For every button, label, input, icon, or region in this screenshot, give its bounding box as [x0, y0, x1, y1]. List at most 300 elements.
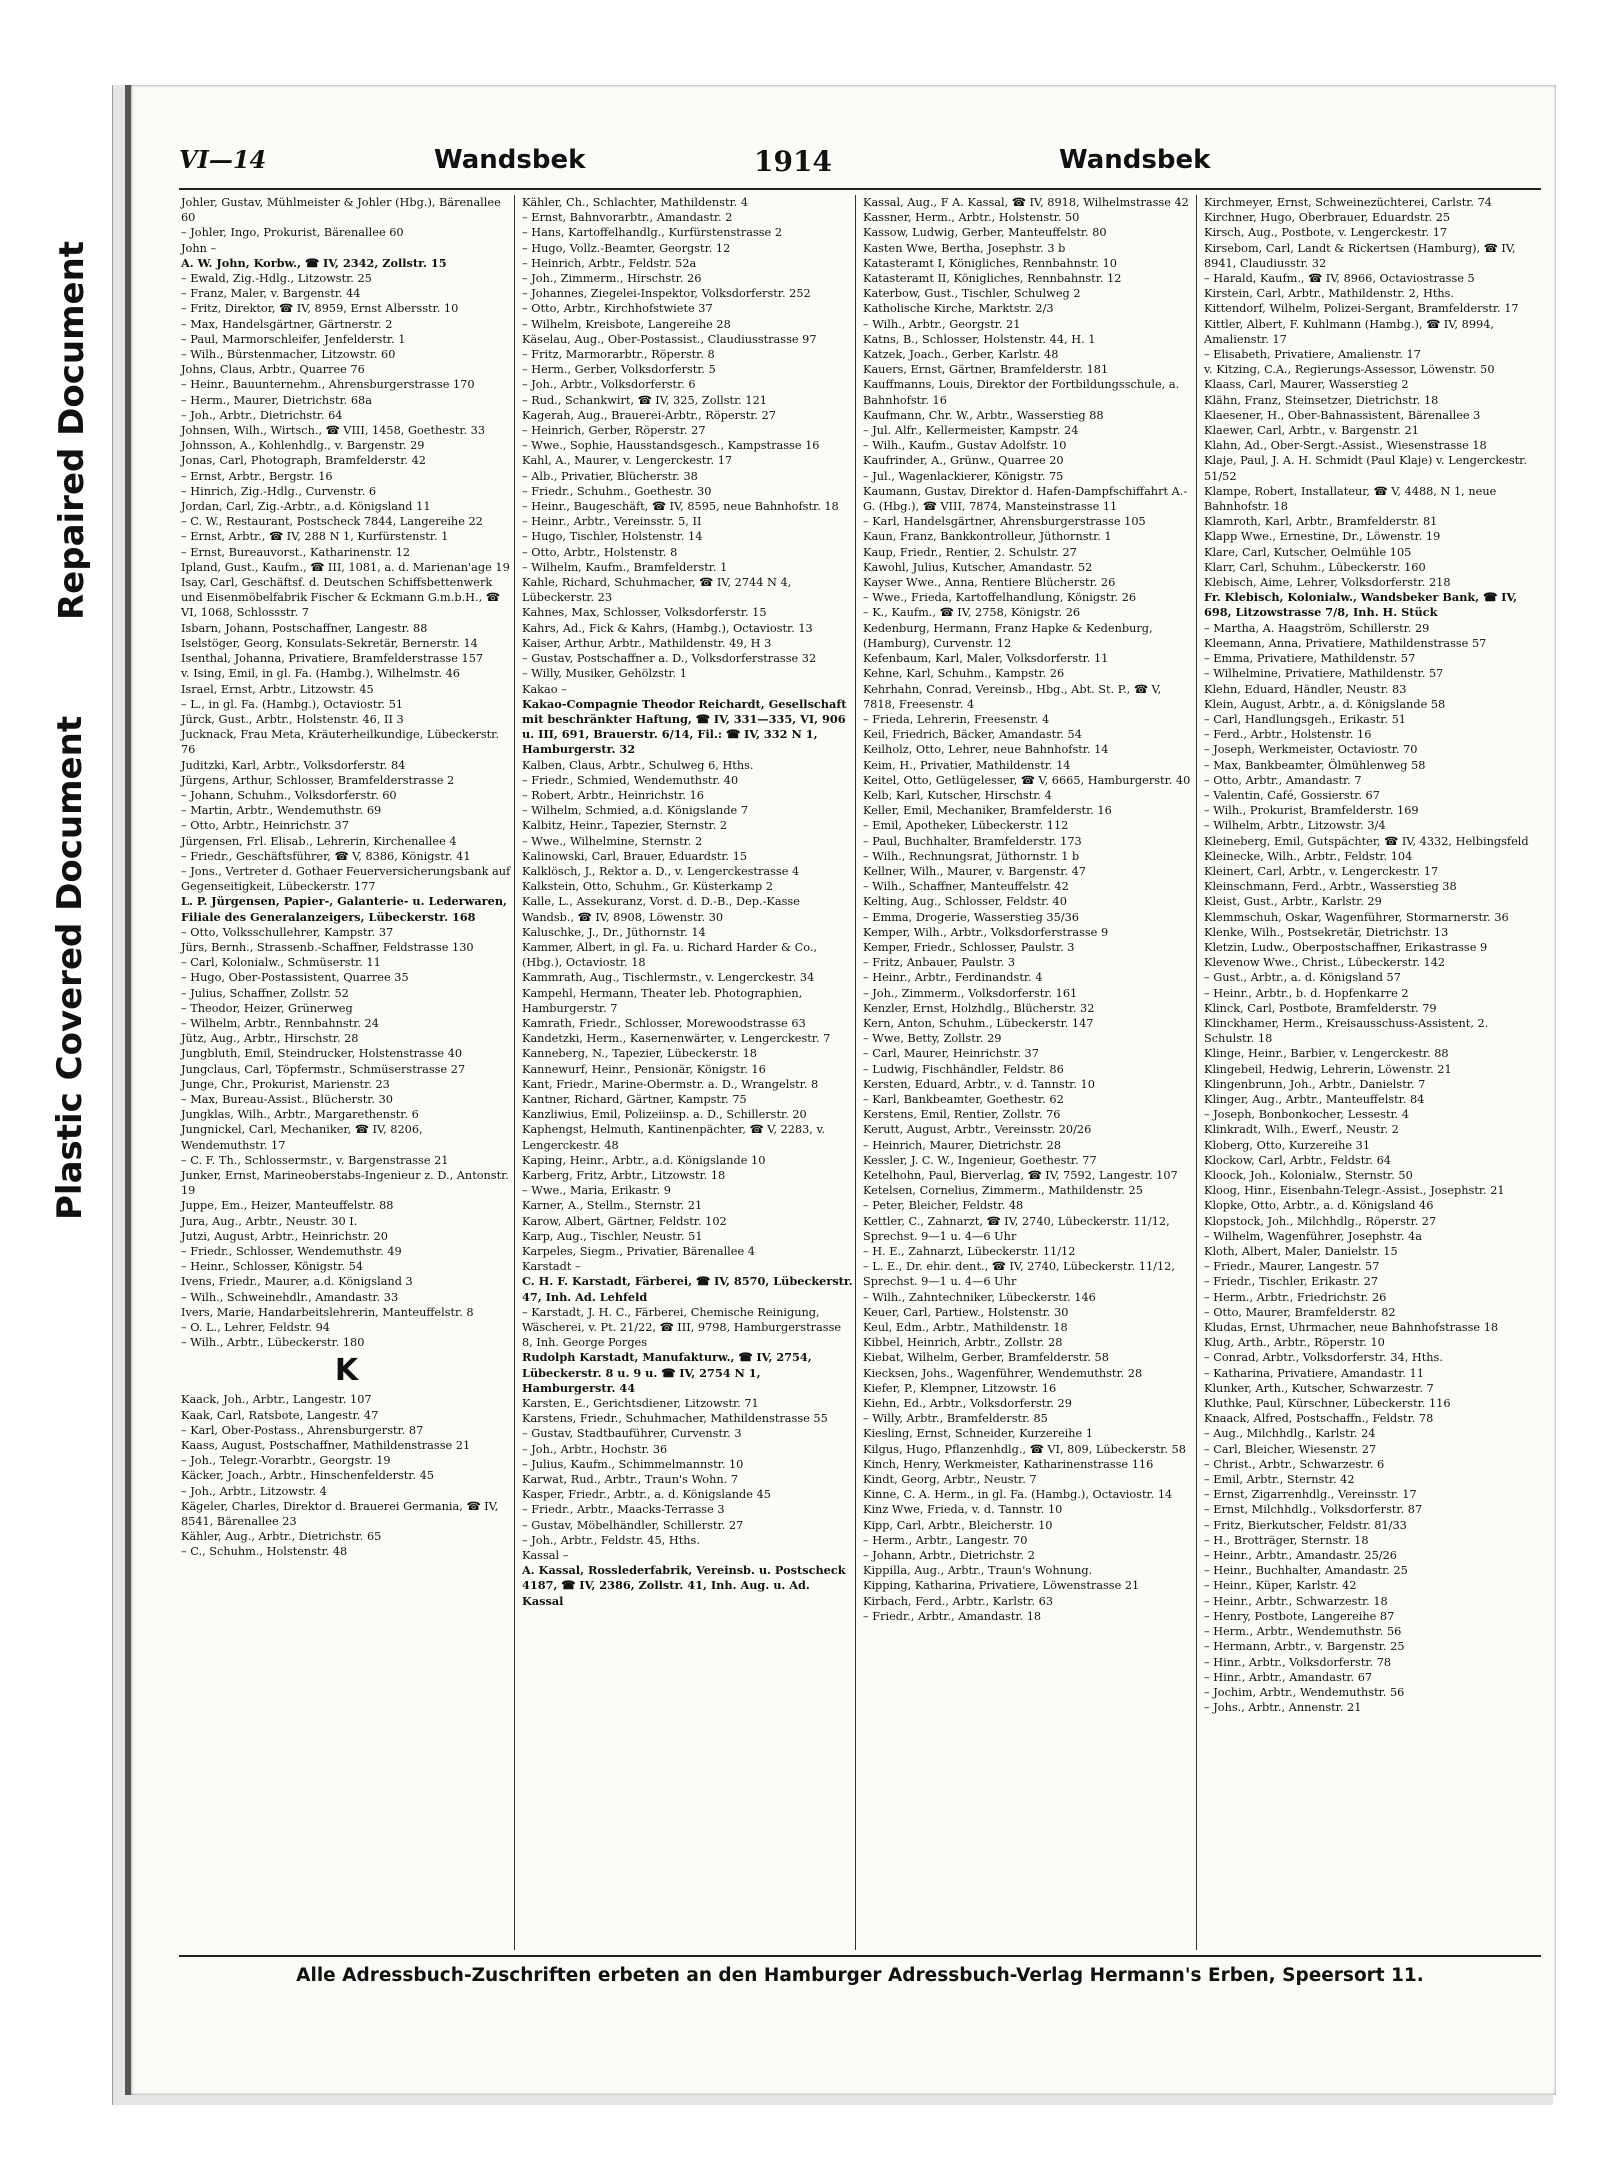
directory-entry: Kemper, Wilh., Arbtr., Volksdorferstrasse 9 — [863, 925, 1109, 939]
directory-entry: Kassner, Herm., Arbtr., Holstenstr. 50 — [863, 211, 1080, 225]
directory-entry: Kloberg, Otto, Kurzereihe 31 — [1204, 1138, 1371, 1152]
directory-entry: Kleinecke, Wilh., Arbtr., Feldstr. 104 — [1204, 849, 1413, 863]
directory-entry: Jordan, Carl, Zig.-Arbtr., a.d. Königsland 11 — [181, 500, 431, 514]
directory-entry: – H. E., Zahnarzt, Lübeckerstr. 11/12 — [863, 1245, 1076, 1259]
directory-entry: Klopke, Otto, Arbtr., a. d. Königsland 46 — [1204, 1199, 1434, 1213]
directory-entry: – Jochim, Arbtr., Wendemuthstr. 56 — [1204, 1685, 1405, 1699]
directory-entry: – Harald, Kaufm., ☎ IV, 8966, Octaviostrasse 5 — [1204, 272, 1475, 286]
directory-entry: – Gust., Arbtr., a. d. Königsland 57 — [1204, 971, 1401, 985]
directory-entry: – Emil, Apotheker, Lübeckerstr. 112 — [863, 819, 1069, 833]
directory-entry: Kammer, Albert, in gl. Fa. u. Richard Harder & Co., (Hbg.), Octaviostr. 18 — [522, 940, 818, 970]
directory-entry: – Otto, Arbtr., Heinrichstr. 37 — [181, 819, 349, 833]
directory-entry: Klingenbrunn, Joh., Arbtr., Danielstr. 7 — [1204, 1077, 1426, 1091]
directory-entry: – Friedr., Arbtr., Amandastr. 18 — [863, 1609, 1042, 1623]
directory-entry: – Hinr., Arbtr., Amandastr. 67 — [1204, 1670, 1373, 1684]
section-letter: K — [334, 1353, 359, 1389]
directory-entry: – Wwe, Betty, Zollstr. 29 — [863, 1032, 1002, 1046]
directory-entry: Kasper, Friedr., Arbtr., a. d. Königslande 45 — [522, 1488, 771, 1502]
directory-entry: Klaesener, H., Ober-Bahnassistent, Bärenallee 3 — [1204, 408, 1481, 422]
directory-entry: – Wilh., Prokurist, Bramfelderstr. 169 — [1204, 804, 1419, 818]
directory-entry: Kagerah, Aug., Brauerei-Arbtr., Röperstr. 27 — [522, 408, 776, 422]
directory-entry: Kampehl, Hermann, Theater leb. Photographien, Hamburgerstr. 7 — [522, 986, 803, 1015]
directory-entry: Kirchmeyer, Ernst, Schweinezüchterei, Carlstr. 74 — [1204, 196, 1492, 209]
directory-entry: Kantner, Richard, Gärtner, Kampstr. 75 — [522, 1092, 747, 1106]
directory-entry: – Ernst, Arbtr., Bergstr. 16 — [181, 469, 333, 483]
directory-column-1 — [179, 195, 515, 1950]
directory-entry: Kirsch, Aug., Postbote, v. Lengerckestr. 17 — [1204, 226, 1448, 240]
directory-entry: Jungnickel, Carl, Mechaniker, ☎ IV, 8206, Wendemuthstr. 17 — [181, 1123, 423, 1152]
directory-entry: Kirbach, Ferd., Arbtr., Karlstr. 63 — [863, 1594, 1054, 1608]
directory-entry: – Karl, Bankbeamter, Goethestr. 62 — [863, 1092, 1064, 1106]
page-header — [179, 145, 1539, 185]
directory-entry: Kannewurf, Heinr., Pensionär, Königstr. 16 — [522, 1062, 766, 1076]
directory-entry: – Friedr., Schlosser, Wendemuthstr. 49 — [181, 1245, 402, 1259]
directory-entry: – Julius, Kaufm., Schimmelmannstr. 10 — [522, 1457, 744, 1471]
directory-entry: Karstens, Friedr., Schuhmacher, Mathildenstrasse 55 — [522, 1412, 828, 1426]
directory-entry: Kaumann, Gustav, Direktor d. Hafen-Dampfschiffahrt A.-G. (Hbg.), ☎ VIII, 7874, Mansteinstrasse 11 — [863, 484, 1188, 514]
directory-entry: Kalkstein, Otto, Schuhm., Gr. Küsterkamp 2 — [522, 880, 773, 894]
directory-entry: – Joseph, Bonbonkocher, Lessestr. 4 — [1204, 1108, 1410, 1122]
directory-entry: Knaack, Alfred, Postschaffn., Feldstr. 78 — [1204, 1412, 1434, 1426]
directory-entry: Kalle, L., Assekuranz, Vorst. d. D.-B., Dep.-Kasse Wandsb., ☎ IV, 8908, Löwenstr. 30 — [522, 895, 800, 924]
directory-column-3 — [861, 195, 1197, 1950]
directory-entry: Klehn, Eduard, Händler, Neustr. 83 — [1204, 682, 1407, 696]
directory-entry: Isenthal, Johanna, Privatiere, Bramfelderstrasse 157 — [181, 652, 484, 666]
directory-entry: Klein, August, Arbtr., a. d. Königslande 58 — [1204, 697, 1446, 711]
directory-entry: Kassow, Ludwig, Gerber, Manteuffelstr. 80 — [863, 226, 1107, 240]
directory-entry: – Max, Handelsgärtner, Gärtnerstr. 2 — [181, 317, 393, 331]
directory-entry: Klampe, Robert, Installateur, ☎ V, 4488, N 1, neue Bahnhofstr. 18 — [1204, 484, 1497, 514]
directory-entry: Karstadt – — [522, 1260, 581, 1274]
directory-entry: Kaufrinder, A., Grünw., Quarree 20 — [863, 454, 1064, 468]
directory-entry: Kiefer, P., Klempner, Litzowstr. 16 — [863, 1381, 1057, 1395]
directory-entry: Klinkradt, Wilh., Ewerf., Neustr. 2 — [1204, 1123, 1399, 1137]
directory-entry: Klinck, Carl, Postbote, Bramfelderstr. 79 — [1204, 1001, 1437, 1015]
directory-entry: Jungclaus, Carl, Töpfermstr., Schmüserstrasse 27 — [181, 1062, 466, 1076]
directory-entry: Kaiser, Arthur, Arbtr., Mathildenstr. 49, H 3 — [522, 636, 772, 650]
directory-entry: Kessler, J. C. W., Ingenieur, Goethestr. 77 — [863, 1153, 1097, 1167]
directory-entry: – Wilhelm, Kreisbote, Langereihe 28 — [522, 317, 731, 331]
directory-entry: – Willy, Arbtr., Bramfelderstr. 85 — [863, 1412, 1048, 1426]
directory-entry: – Otto, Arbtr., Holstenstr. 8 — [522, 545, 678, 559]
directory-entry: Kellner, Wilh., Maurer, v. Bargenstr. 47 — [863, 864, 1086, 878]
directory-entry: Kasten Wwe, Bertha, Josephstr. 3 b — [863, 241, 1066, 255]
directory-entry: Klockow, Carl, Arbtr., Feldstr. 64 — [1204, 1153, 1391, 1167]
directory-entry: Klug, Arth., Arbtr., Röperstr. 10 — [1204, 1336, 1385, 1350]
directory-entry: Kloock, Joh., Kolonialw., Sternstr. 50 — [1204, 1169, 1413, 1182]
directory-entry: Kirsebom, Carl, Landt & Rickertsen (Hamburg), ☎ IV, 8941, Claudiusstr. 32 — [1204, 241, 1516, 270]
directory-entry: Keuer, Carl, Partiew., Holstenstr. 30 — [863, 1305, 1069, 1319]
directory-entry: – Ferd., Arbtr., Holstenstr. 16 — [1204, 728, 1372, 742]
directory-entry: Kern, Anton, Schuhm., Lübeckerstr. 147 — [863, 1016, 1094, 1030]
directory-entry: – Emma, Privatiere, Mathildenstr. 57 — [1204, 652, 1416, 666]
directory-entry: Kelb, Karl, Kutscher, Hirschstr. 4 — [863, 788, 1052, 802]
directory-entry: – Friedr., Schmied, Wendemuthstr. 40 — [522, 773, 739, 787]
directory-entry: – Otto, Maurer, Bramfelderstr. 82 — [1204, 1305, 1396, 1319]
directory-entry: – Herm., Arbtr., Wendemuthstr. 56 — [1204, 1625, 1402, 1639]
directory-entry: – Otto, Arbtr., Kirchhofstwiete 37 — [522, 302, 713, 316]
directory-entry: – Hugo, Ober-Postassistent, Quarree 35 — [181, 971, 409, 985]
directory-entry: – Friedr., Schuhm., Goethestr. 30 — [522, 484, 712, 498]
directory-entry: Kippilla, Aug., Arbtr., Traun's Wohnung. — [863, 1564, 1093, 1578]
directory-entry: – Emma, Drogerie, Wasserstieg 35/36 — [863, 910, 1079, 924]
directory-entry: – Carl, Bleicher, Wiesenstr. 27 — [1204, 1442, 1377, 1456]
footer-rule — [179, 1955, 1541, 1957]
directory-entry: – Fritz, Marmorarbtr., Röperstr. 8 — [522, 348, 715, 362]
directory-entry: Kerutt, August, Arbtr., Vereinsstr. 20/26 — [863, 1123, 1092, 1137]
directory-entry: Kedenburg, Hermann, Franz Hapke & Kedenburg, (Hamburg), Curvenstr. 12 — [863, 621, 1153, 650]
directory-entry: Jucknack, Frau Meta, Kräuterheilkundige, Lübeckerstr. 76 — [181, 728, 499, 757]
directory-entry: Keil, Friedrich, Bäcker, Amandastr. 54 — [863, 728, 1082, 742]
directory-entry: – Friedr., Maurer, Langestr. 57 — [1204, 1260, 1380, 1274]
directory-entry: Kahrs, Ad., Fick & Kahrs, (Hambg.), Octaviostr. 13 — [522, 621, 813, 635]
directory-entry: – Fritz, Anbauer, Paulstr. 3 — [863, 956, 1016, 970]
directory-entry: Klaewer, Carl, Arbtr., v. Bargenstr. 21 — [1204, 424, 1419, 438]
directory-entry: – Rud., Schankwirt, ☎ IV, 325, Zollstr. 121 — [522, 393, 767, 407]
directory-entry: Kaphengst, Helmuth, Kantinenpächter, ☎ V, 2283, v. Lengerckestr. 48 — [522, 1123, 826, 1152]
directory-entry: – Wwe., Wilhelmine, Sternstr. 2 — [522, 834, 703, 848]
header-place-right: Wandsbek — [1059, 145, 1211, 175]
directory-entry: – Wwe., Sophie, Hausstandsgesch., Kampstrasse 16 — [522, 439, 820, 453]
directory-entry: Kawohl, Julius, Kutscher, Amandastr. 52 — [863, 560, 1093, 574]
directory-entry: Ivers, Marie, Handarbeitslehrerin, Manteuffelstr. 8 — [181, 1305, 474, 1319]
directory-entry: – Otto, Arbtr., Amandastr. 7 — [1204, 773, 1362, 787]
header-rule — [179, 188, 1541, 190]
directory-entry: – Heinr., Arbtr., Schwarzestr. 18 — [1204, 1594, 1388, 1608]
directory-entry: v. Kitzing, C.A., Regierungs-Assessor, Löwenstr. 50 — [1204, 363, 1495, 377]
directory-entry: Jürgensen, Frl. Elisab., Lehrerin, Kirchenallee 4 — [181, 834, 457, 848]
directory-entry: Kerstens, Emil, Rentier, Zollstr. 76 — [863, 1108, 1061, 1122]
directory-entry: – Joh., Arbtr., Litzowstr. 4 — [181, 1484, 327, 1498]
directory-entry: Kanneberg, N., Tapezier, Lübeckerstr. 18 — [522, 1047, 757, 1061]
directory-entry: – Heinrich, Arbtr., Feldstr. 52a — [522, 256, 697, 270]
directory-entry: – Robert, Arbtr., Heinrichstr. 16 — [522, 788, 704, 802]
directory-entry: – Joh., Arbtr., Volksdorferstr. 6 — [522, 378, 696, 392]
directory-entry: Isay, Carl, Geschäftsf. d. Deutschen Schiffsbettenwerk und Eisenmöbelfabrik Fischer & Eckmann G.m.b.H., ☎ VI, 1068, Schlossstr. 7 — [181, 576, 500, 620]
directory-entry: – Wilhelm, Kaufm., Bramfelderstr. 1 — [522, 560, 728, 574]
directory-entry: – Frieda, Lehrerin, Freesenstr. 4 — [863, 712, 1050, 726]
directory-entry: Katasteramt II, Königliches, Rennbahnstr. 12 — [863, 272, 1122, 286]
directory-entry: John – — [181, 241, 217, 255]
directory-entry: Klebisch, Aime, Lehrer, Volksdorferstr. 218 — [1204, 576, 1451, 590]
directory-entry: Kleist, Gust., Arbtr., Karlstr. 29 — [1204, 895, 1382, 909]
directory-entry: Kleineberg, Emil, Gutspächter, ☎ IV, 4332, Helbingsfeld — [1204, 834, 1529, 848]
directory-entry: – Franz, Maler, v. Bargenstr. 44 — [181, 287, 361, 301]
directory-entry: – Wilh., Kaufm., Gustav Adolfstr. 10 — [863, 439, 1067, 453]
directory-entry: Kalben, Claus, Arbtr., Schulweg 6, Hths. — [522, 758, 754, 772]
directory-entry: – Jul., Wagenlackierer, Königstr. 75 — [863, 469, 1064, 483]
directory-entry: Kaack, Joh., Arbtr., Langestr. 107 — [181, 1393, 372, 1407]
directory-page — [125, 85, 1556, 2095]
directory-entry: – Wilh., Zahntechniker, Lübeckerstr. 146 — [863, 1290, 1096, 1304]
directory-entry: – Jul. Alfr., Kellermeister, Kampstr. 24 — [863, 424, 1079, 438]
directory-entry: – Katharina, Privatiere, Amandastr. 11 — [1204, 1366, 1424, 1380]
directory-entry: – Heinr., Schlosser, Königstr. 54 — [181, 1260, 364, 1274]
directory-entry: Johnsson, A., Kohlenhdlg., v. Bargenstr. 29 — [181, 439, 425, 453]
directory-entry: – Otto, Volksschullehrer, Kampstr. 37 — [181, 925, 394, 939]
directory-entry: Jungklas, Wilh., Arbtr., Margarethenstr. 6 — [181, 1108, 419, 1122]
directory-entry: Kinz Wwe, Frieda, v. d. Tannstr. 10 — [863, 1503, 1063, 1517]
directory-entry: – Paul, Marmorschleifer, Jenfelderstr. 1 — [181, 332, 406, 346]
directory-entry: – Hinr., Arbtr., Volksdorferstr. 78 — [1204, 1655, 1392, 1669]
directory-column-4 — [1202, 195, 1541, 1950]
directory-entry: – Wilh., Schweinehdlr., Amandastr. 33 — [181, 1290, 399, 1304]
directory-entry: – Ernst, Bureauvorst., Katharinenstr. 12 — [181, 545, 411, 559]
directory-entry: Kägeler, Charles, Direktor d. Brauerei Germania, ☎ IV, 8541, Bärenallee 23 — [181, 1499, 499, 1529]
directory-entry: – C., Schuhm., Holstenstr. 48 — [181, 1545, 348, 1559]
directory-entry: Kaufmann, Chr. W., Arbtr., Wasserstieg 88 — [863, 408, 1104, 422]
directory-entry: Kant, Friedr., Marine-Obermstr. a. D., Wrangelstr. 8 — [522, 1077, 819, 1091]
directory-entry: Kalinowski, Carl, Brauer, Eduardstr. 15 — [522, 849, 748, 863]
directory-entry: Kilgus, Hugo, Pflanzenhdlg., ☎ VI, 809, Lübeckerstr. 58 — [863, 1442, 1186, 1456]
directory-entry: – Heinrich, Gerber, Röperstr. 27 — [522, 424, 706, 438]
directory-entry: v. Ising, Emil, in gl. Fa. (Hambg.), Wilhelmstr. 46 — [181, 667, 460, 681]
directory-entry: – Hugo, Vollz.-Beamter, Georgstr. 12 — [522, 241, 731, 255]
directory-entry: Iselstöger, Georg, Konsulats-Sekretär, Bernerstr. 14 — [181, 636, 478, 650]
directory-entry: Klenke, Wilh., Postsekretär, Dietrichstr. 13 — [1204, 925, 1449, 939]
directory-entry: – L. E., Dr. ehir. dent., ☎ IV, 2740, Lübeckerstr. 11/12, Sprechst. 9—1 u. 4—6 Uhr — [863, 1260, 1175, 1289]
directory-entry: – Herm., Arbtr., Friedrichstr. 26 — [1204, 1290, 1387, 1304]
scanned-sheet — [112, 85, 1553, 2105]
directory-entry: C. H. F. Karstadt, Färberei, ☎ IV, 8570, Lübeckerstr. 47, Inh. Ad. Lehfeld — [522, 1274, 853, 1304]
directory-entry: Fr. Klebisch, Kolonialw., Wandsbeker Bank, ☎ IV, 698, Litzowstrasse 7/8, Inh. H. Stück — [1204, 590, 1518, 620]
directory-entry: – Henry, Postbote, Langereihe 87 — [1204, 1609, 1395, 1623]
directory-entry: – O. L., Lehrer, Feldstr. 94 — [181, 1321, 330, 1335]
directory-entry: Klähn, Franz, Steinsetzer, Dietrichstr. 18 — [1204, 393, 1439, 407]
directory-entry: – Joseph, Werkmeister, Octaviostr. 70 — [1204, 743, 1418, 757]
directory-entry: – Ernst, Arbtr., ☎ IV, 288 N 1, Kurfürstenstr. 1 — [181, 530, 449, 544]
directory-entry: Kenzler, Ernst, Holzhdlg., Blücherstr. 32 — [863, 1001, 1095, 1015]
directory-entry: Kindt, Georg, Arbtr., Neustr. 7 — [863, 1473, 1037, 1487]
directory-entry: Kettler, C., Zahnarzt, ☎ IV, 2740, Lübeckerstr. 11/12, Sprechst. 9—1 u. 4—6 Uhr — [863, 1214, 1170, 1243]
directory-entry: Kassal, Aug., F A. Kassal, ☎ IV, 8918, Wilhelmstrasse 42 — [863, 196, 1189, 209]
directory-entry: Isbarn, Johann, Postschaffner, Langestr. 88 — [181, 621, 428, 635]
directory-entry: – Wilhelm, Arbtr., Litzowstr. 3/4 — [1204, 819, 1386, 833]
directory-entry: Kanzliwius, Emil, Polizeiinsp. a. D., Schillerstr. 20 — [522, 1108, 807, 1122]
directory-entry: Keller, Emil, Mechaniker, Bramfelderstr. 16 — [863, 804, 1112, 818]
directory-entry: Kemper, Friedr., Schlosser, Paulstr. 3 — [863, 940, 1075, 954]
directory-entry: – Joh., Arbtr., Feldstr. 45, Hths. — [522, 1533, 700, 1547]
directory-entry: Israel, Ernst, Arbtr., Litzowstr. 45 — [181, 682, 374, 696]
directory-entry: Keilholz, Otto, Lehrer, neue Bahnhofstr. 14 — [863, 743, 1109, 757]
directory-entry: – Gustav, Stadtbauführer, Curvenstr. 3 — [522, 1427, 742, 1441]
directory-entry: – Ernst, Bahnvorarbtr., Amandastr. 2 — [522, 211, 733, 225]
directory-entry: – Heinr., Buchhalter, Amandastr. 25 — [1204, 1564, 1408, 1578]
directory-entry: – Emil, Arbtr., Sternstr. 42 — [1204, 1473, 1355, 1487]
header-year: 1914 — [754, 145, 832, 178]
directory-entry: Karow, Albert, Gärtner, Feldstr. 102 — [522, 1214, 727, 1228]
directory-entry: Karberg, Fritz, Arbtr., Litzowstr. 18 — [522, 1169, 726, 1182]
directory-entry: Kiesling, Ernst, Schneider, Kurzereihe 1 — [863, 1427, 1094, 1441]
directory-entry: Katerbow, Gust., Tischler, Schulweg 2 — [863, 287, 1081, 301]
directory-entry: Ketelhohn, Paul, Bierverlag, ☎ IV, 7592, Langestr. 107 — [863, 1169, 1178, 1182]
directory-entry: Katns, B., Schlosser, Holstenstr. 44, H. 1 — [863, 332, 1096, 346]
directory-entry: – Jons., Vertreter d. Gothaer Feuerversicherungsbank auf Gegenseitigkeit, Lübeckerstr. 177 — [181, 864, 511, 894]
directory-entry: Kloth, Albert, Maler, Danielstr. 15 — [1204, 1245, 1398, 1259]
directory-entry: – Max, Bureau-Assist., Blücherstr. 30 — [181, 1092, 393, 1106]
directory-entry: Klevenow Wwe., Christ., Lübeckerstr. 142 — [1204, 956, 1446, 970]
directory-entry: Kakao-Compagnie Theodor Reichardt, Gesellschaft mit beschränkter Haftung, ☎ IV, 331—335, VI, 906 u. III, 691, Brauerstr. 6/14, Fil.: ☎ IV, 332 N 1, Hamburgerstr. 32 — [522, 696, 847, 757]
directory-entry: Klahn, Ad., Ober-Sergt.-Assist., Wiesenstrasse 18 — [1204, 439, 1487, 453]
directory-entry: – Carl, Maurer, Heinrichstr. 37 — [863, 1047, 1039, 1061]
directory-entry: Käselau, Aug., Ober-Postassist., Claudiusstrasse 97 — [522, 332, 817, 346]
directory-entry: Karp, Aug., Tischler, Neustr. 51 — [522, 1229, 703, 1243]
directory-entry: Keim, H., Privatier, Mathildenstr. 14 — [863, 758, 1071, 772]
directory-entry: Jürs, Bernh., Strassenb.-Schaffner, Feldstrasse 130 — [181, 940, 474, 954]
directory-entry: Klamroth, Karl, Arbtr., Bramfelderstr. 81 — [1204, 515, 1438, 529]
directory-entry: – Herm., Maurer, Dietrichstr. 68a — [181, 393, 372, 407]
directory-entry: – Carl, Kolonialw., Schmüserstr. 11 — [181, 956, 381, 970]
directory-entry: – Joh., Zimmerm., Hirschstr. 26 — [522, 272, 702, 286]
directory-entry: Kibbel, Heinrich, Arbtr., Zollstr. 28 — [863, 1336, 1063, 1350]
directory-entry: – Hans, Kartoffelhandlg., Kurfürstenstrasse 2 — [522, 226, 783, 240]
directory-entry: Kludas, Ernst, Uhrmacher, neue Bahnhofstrasse 18 — [1204, 1321, 1499, 1335]
directory-entry: – Heinr., Arbtr., Amandastr. 25/26 — [1204, 1549, 1397, 1563]
directory-entry: Kakao – — [522, 682, 567, 696]
directory-entry: Keul, Edm., Arbtr., Mathildenstr. 18 — [863, 1321, 1068, 1335]
directory-entry: Kluthke, Paul, Kürschner, Lübeckerstr. 116 — [1204, 1397, 1451, 1411]
directory-entry: Kahle, Richard, Schuhmacher, ☎ IV, 2744 N 4, Lübeckerstr. 23 — [522, 576, 792, 605]
directory-entry: – Karstadt, J. H. C., Färberei, Chemische Reinigung, Wäscherei, v. Pt. 21/22, ☎ III, 9798, Hamburgerstrasse 8, Inh. George Porges — [522, 1305, 842, 1350]
directory-entry: Kähler, Ch., Schlachter, Mathildenstr. 4 — [522, 196, 749, 209]
page-number: VI—14 — [179, 145, 267, 174]
directory-entry: – Conrad, Arbtr., Volksdorferstr. 34, Hths. — [1204, 1351, 1443, 1365]
directory-entry: – Ewald, Zig.-Hdlg., Litzowstr. 25 — [181, 272, 372, 286]
directory-entry: Kefenbaum, Karl, Maler, Volksdorferstr. 11 — [863, 652, 1109, 666]
directory-entry: – Johler, Ingo, Prokurist, Bärenallee 60 — [181, 226, 404, 240]
directory-entry: Klinckhamer, Herm., Kreisausschuss-Assistent, 2. Schulstr. 18 — [1204, 1016, 1489, 1046]
header-place-left: Wandsbek — [434, 145, 586, 175]
directory-entry: – Wilhelm, Schmied, a.d. Königslande 7 — [522, 804, 749, 818]
directory-entry: Kittler, Albert, F. Kuhlmann (Hambg.), ☎ IV, 8994, Amalienstr. 17 — [1204, 317, 1494, 346]
directory-entry: Klapp Wwe., Ernestine, Dr., Löwenstr. 19 — [1204, 530, 1441, 544]
directory-entry: Kleinschmann, Ferd., Arbtr., Wasserstieg 38 — [1204, 880, 1457, 894]
directory-entry: – Johs., Arbtr., Annenstr. 21 — [1204, 1701, 1362, 1715]
directory-entry: Kayser Wwe., Anna, Rentiere Blücherstr. 26 — [863, 576, 1116, 590]
directory-entry: Kersten, Eduard, Arbtr., v. d. Tannstr. 10 — [863, 1077, 1095, 1091]
directory-entry: – Heinr., Arbtr., b. d. Hopfenkarre 2 — [1204, 986, 1409, 1000]
directory-entry: Klopstock, Joh., Milchhdlg., Röperstr. 27 — [1204, 1214, 1437, 1228]
directory-entry: Kammrath, Aug., Tischlermstr., v. Lengerckestr. 34 — [522, 971, 815, 985]
directory-entry: Juditzki, Karl, Arbtr., Volksdorferstr. 84 — [181, 758, 406, 772]
directory-entry: – Elisabeth, Privatiere, Amalienstr. 17 — [1204, 348, 1421, 362]
directory-entry: Kelting, Aug., Schlosser, Feldstr. 40 — [863, 895, 1067, 909]
directory-entry: Rudolph Karstadt, Manufakturw., ☎ IV, 2754, Lübeckerstr. 8 u. 9 u. ☎ IV, 2754 N 1, Hamburgerstr. 44 — [522, 1350, 812, 1395]
directory-entry: – Heinrich, Maurer, Dietrichstr. 28 — [863, 1138, 1062, 1152]
directory-entry: – Karl, Handelsgärtner, Ahrensburgerstrasse 105 — [863, 515, 1146, 529]
directory-entry: Klarr, Carl, Schuhm., Lübeckerstr. 160 — [1204, 560, 1426, 574]
directory-entry: – C. W., Restaurant, Postscheck 7844, Langereihe 22 — [181, 515, 483, 529]
directory-entry: – Friedr., Geschäftsführer, ☎ V, 8386, Königstr. 41 — [181, 849, 471, 863]
directory-entry: – Paul, Buchhalter, Bramfelderstr. 173 — [863, 834, 1082, 848]
directory-entry: – Valentin, Café, Gossierstr. 67 — [1204, 788, 1380, 802]
directory-entry: – Wilhelmine, Privatiere, Mathildenstr. 57 — [1204, 667, 1444, 681]
plastic-covered-label: Plastic Covered Document — [50, 715, 90, 1220]
directory-entry: Karsten, E., Gerichtsdiener, Litzowstr. 71 — [522, 1397, 759, 1411]
directory-entry: Katzek, Joach., Gerber, Karlstr. 48 — [863, 348, 1059, 362]
directory-entry: Junker, Ernst, Marineoberstabs-Ingenieur z. D., Antonstr. 19 — [181, 1169, 509, 1198]
directory-entry: – Joh., Zimmerm., Volksdorferstr. 161 — [863, 986, 1078, 1000]
directory-entry: – Heinr., Küper, Karlstr. 42 — [1204, 1579, 1357, 1593]
directory-entry: Kiebat, Wilhelm, Gerber, Bramfelderstr. 58 — [863, 1351, 1109, 1365]
directory-entry: – Joh., Arbtr., Dietrichstr. 64 — [181, 408, 343, 422]
directory-entry: – Fritz, Direktor, ☎ IV, 8959, Ernst Albersstr. 10 — [181, 302, 459, 316]
directory-entry: Kletzin, Ludw., Oberpostschaffner, Erikastrasse 9 — [1204, 940, 1488, 954]
directory-entry: – Fritz, Bierkutscher, Feldstr. 81/33 — [1204, 1518, 1407, 1532]
directory-entry: – Wilh., Arbtr., Georgstr. 21 — [863, 317, 1021, 331]
directory-column-2 — [520, 195, 856, 1950]
directory-entry: L. P. Jürgensen, Papier-, Galanterie- u. Lederwaren, Filiale des Generalanzeigers, Lübeckerstr. 168 — [181, 894, 507, 924]
directory-entry: Kipping, Katharina, Privatiere, Löwenstrasse 21 — [863, 1579, 1140, 1593]
directory-entry: Keitel, Otto, Getlügelesser, ☎ V, 6665, Hamburgerstr. 40 — [863, 773, 1191, 787]
directory-entry: Jonas, Carl, Photograph, Bramfelderstr. 42 — [181, 454, 426, 468]
directory-entry: Kahnes, Max, Schlosser, Volksdorferstr. 15 — [522, 606, 767, 620]
directory-entry: Ivens, Friedr., Maurer, a.d. Königsland 3 — [181, 1275, 413, 1289]
directory-entry: – Wilh., Rechnungsrat, Jüthornstr. 1 b — [863, 849, 1080, 863]
directory-entry: Kaping, Heinr., Arbtr., a.d. Königslande 10 — [522, 1153, 766, 1167]
directory-entry: Kaluschke, J., Dr., Jüthornstr. 14 — [522, 925, 706, 939]
directory-entry: – Wilh., Schaffner, Manteuffelstr. 42 — [863, 880, 1069, 894]
directory-entry: – Herm., Arbtr., Langestr. 70 — [863, 1533, 1028, 1547]
directory-entry: – Joh., Telegr.-Vorarbtr., Georgstr. 19 — [181, 1454, 391, 1468]
directory-entry: Kalklösch, J., Rektor a. D., v. Lengerckestrasse 4 — [522, 864, 800, 878]
directory-entry: Klinge, Heinr., Barbier, v. Lengerckestr. 88 — [1204, 1047, 1449, 1061]
directory-entry: Jungbluth, Emil, Steindrucker, Holstenstrasse 40 — [181, 1047, 463, 1061]
directory-entry: – K., Kaufm., ☎ IV, 2758, Königstr. 26 — [863, 606, 1081, 620]
directory-entry: Karwat, Rud., Arbtr., Traun's Wohn. 7 — [522, 1473, 739, 1487]
directory-entry: Kandetzki, Herm., Kasernenwärter, v. Lengerckestr. 7 — [522, 1032, 831, 1046]
directory-entry: – Martha, A. Haagström, Schillerstr. 29 — [1204, 621, 1430, 635]
directory-entry: – Ernst, Milchhdlg., Volksdorferstr. 87 — [1204, 1503, 1423, 1517]
directory-entry: – Gustav, Postschaffner a. D., Volksdorferstrasse 32 — [522, 652, 817, 666]
directory-entry: Kiehn, Ed., Arbtr., Volksdorferstr. 29 — [863, 1397, 1072, 1411]
directory-entry: A. W. John, Korbw., ☎ IV, 2342, Zollstr. 15 — [181, 255, 447, 270]
repaired-document-label: Repaired Document — [52, 240, 92, 620]
directory-entry: Johns, Claus, Arbtr., Quarree 76 — [181, 363, 365, 377]
directory-entry: Juppe, Em., Heizer, Manteuffelstr. 88 — [181, 1199, 394, 1213]
directory-entry: – Wwe., Frieda, Kartoffelhandlung, Königstr. 26 — [863, 591, 1137, 605]
directory-entry: Kleinert, Carl, Arbtr., v. Lengerckestr. 17 — [1204, 864, 1439, 878]
directory-entry: Kehne, Karl, Schuhm., Kampstr. 26 — [863, 667, 1065, 681]
directory-entry: – H., Brotträger, Sternstr. 18 — [1204, 1533, 1369, 1547]
directory-entry: Käcker, Joach., Arbtr., Hinschenfelderstr. 45 — [181, 1469, 435, 1483]
side-label-strip — [0, 0, 112, 2177]
directory-entry: – Willy, Musiker, Gehölzstr. 1 — [522, 667, 687, 681]
directory-entry: Kloog, Hinr., Eisenbahn-Telegr.-Assist., Josephstr. 21 — [1204, 1184, 1505, 1198]
directory-entry: Klinger, Aug., Arbtr., Manteuffelstr. 84 — [1204, 1092, 1425, 1106]
directory-entry: Klingebeil, Hedwig, Lehrerin, Löwenstr. 21 — [1204, 1062, 1452, 1076]
directory-entry: – Wilh., Bürstenmacher, Litzowstr. 60 — [181, 348, 396, 362]
directory-entry: Kaun, Franz, Bankkontrolleur, Jüthornstr. 1 — [863, 530, 1112, 544]
directory-entry: – Karl, Ober-Postass., Ahrensburgerstr. 87 — [181, 1423, 424, 1437]
directory-entry: Klaje, Paul, J. A. H. Schmidt (Paul Klaje) v. Lengerckestr. 51/52 — [1204, 454, 1527, 483]
directory-entry: – Johann, Arbtr., Dietrichstr. 2 — [863, 1549, 1035, 1563]
directory-entry: Klare, Carl, Kutscher, Oelmühle 105 — [1204, 545, 1412, 559]
directory-entry: – Heinr., Baugeschäft, ☎ IV, 8595, neue Bahnhofstr. 18 — [522, 500, 839, 514]
directory-entry: – Wilhelm, Arbtr., Rennbahnstr. 24 — [181, 1016, 379, 1030]
directory-entry: – Joh., Arbtr., Hochstr. 36 — [522, 1442, 668, 1456]
directory-entry: Jutzi, August, Arbtr., Heinrichstr. 20 — [181, 1229, 388, 1243]
directory-entry: Kittendorf, Wilhelm, Polizei-Sergant, Bramfelderstr. 17 — [1204, 302, 1519, 316]
directory-entry: – Heinr., Arbtr., Ferdinandstr. 4 — [863, 971, 1043, 985]
directory-entry: Johnsen, Wilh., Wirtsch., ☎ VIII, 1458, Goethestr. 33 — [181, 424, 486, 438]
directory-entry: Kaak, Carl, Ratsbote, Langestr. 47 — [181, 1408, 379, 1422]
directory-entry: Karner, A., Stellm., Sternstr. 21 — [522, 1199, 703, 1213]
directory-entry: Johler, Gustav, Mühlmeister & Johler (Hbg.), Bärenallee 60 — [181, 196, 501, 225]
directory-entry: – Herm., Gerber, Volksdorferstr. 5 — [522, 363, 716, 377]
directory-entry: Kaup, Friedr., Rentier, 2. Schulstr. 27 — [863, 545, 1077, 559]
directory-entry: Jütz, Aug., Arbtr., Hirschstr. 28 — [181, 1032, 359, 1046]
